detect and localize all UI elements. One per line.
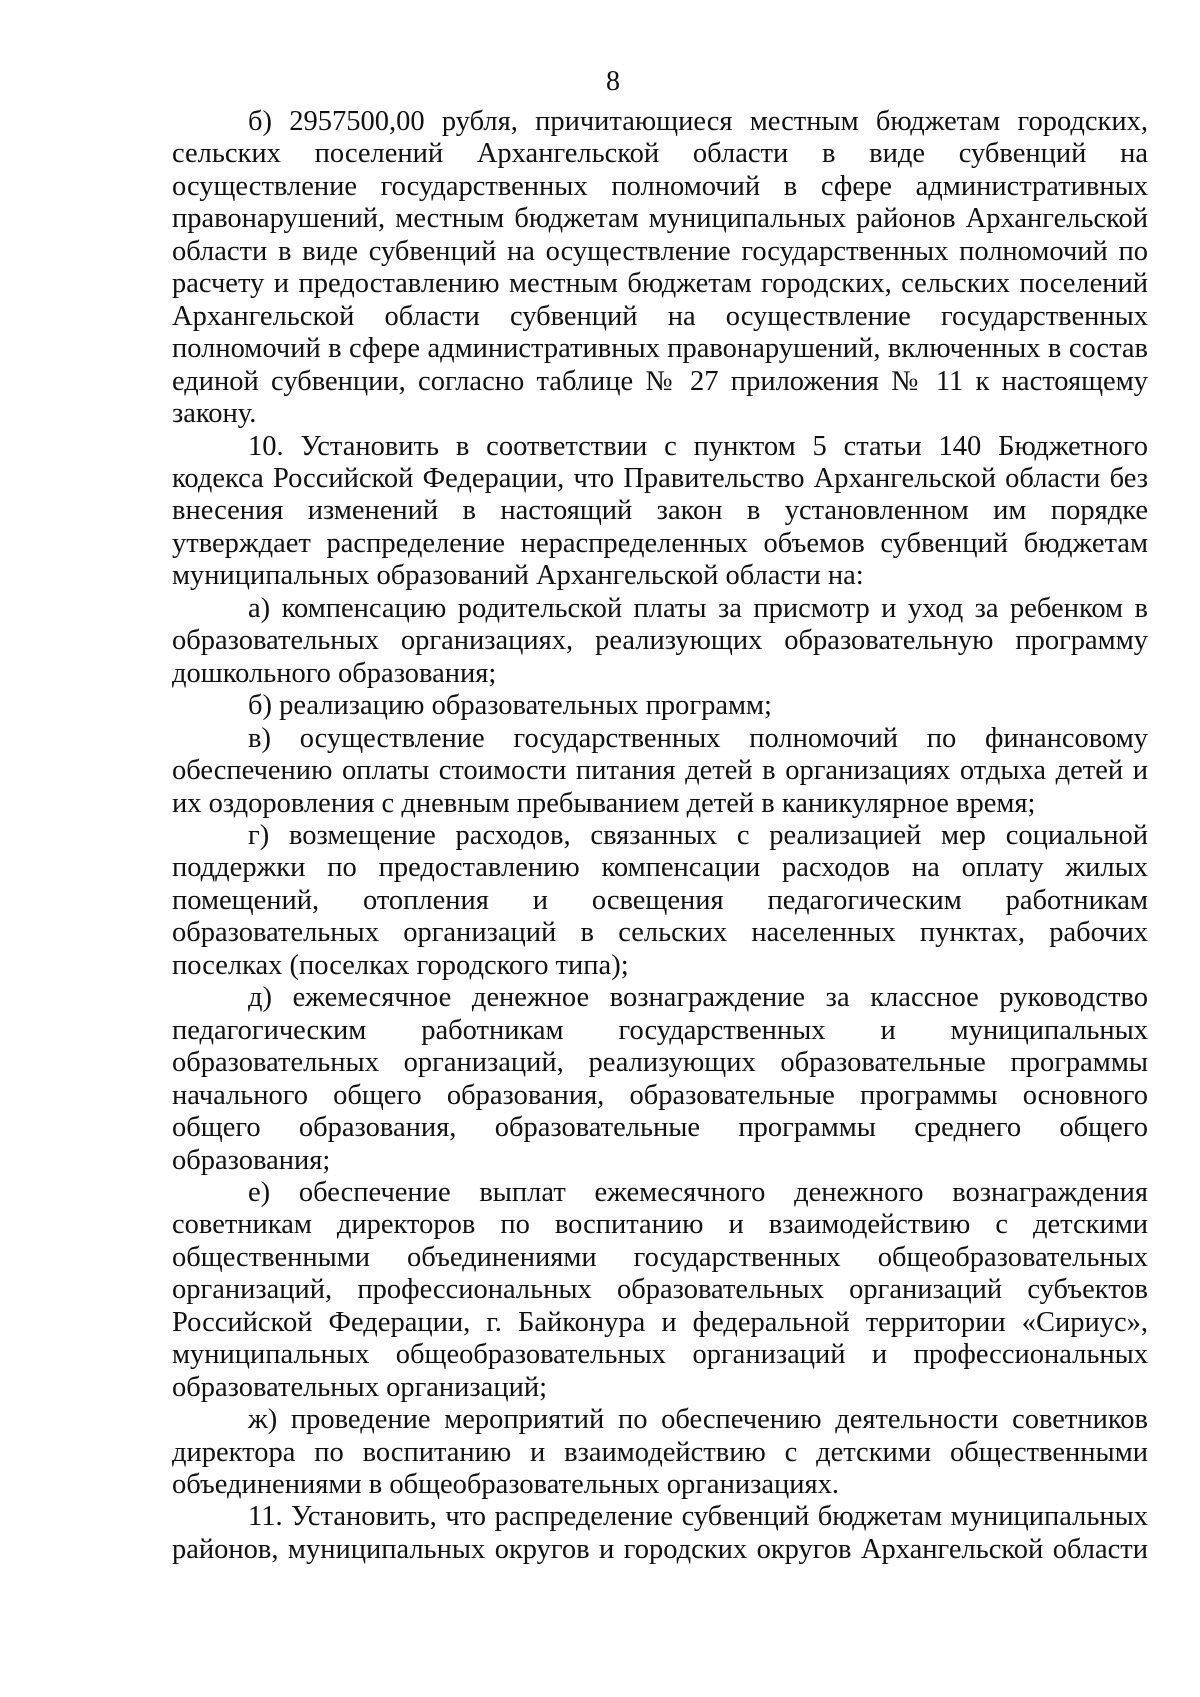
paragraph-10zh: ж) проведение мероприятий по обеспечению деятельности советников директора по воспитанию и взаимодействию с детскими общественными объединениями в общеобразовательных организациях. [172,1404,1148,1501]
paragraph-10: 10. Установить в соответствии с пунктом 5 статьи 140 Бюджетного кодекса Российской Федерации, что Правительство Архангельской области без внесения изменений в настоящий закон в установленном им порядке утверждает распределение нераспределенных объемов субвенций бюджетам муниципальных образований Архангельской области на: [172,430,1148,592]
paragraph-10v: в) осуществление государственных полномочий по финансовому обеспечению оплаты стоимости питания детей в организациях отдыха детей и их оздоровления с дневным пребыванием детей в каникулярное время; [172,722,1148,819]
paragraph-10g: г) возмещение расходов, связанных с реализацией мер социальной поддержки по предоставлению компенсации расходов на оплату жилых помещений, отопления и освещения педагогическим работникам образовательных организаций в сельских населенных пунктах, рабочих поселках (поселках городского типа); [172,819,1148,981]
paragraph-10e: е) обеспечение выплат ежемесячного денежного вознаграждения советникам директоров по воспитанию и взаимодействию с детскими общественными объединениями государственных общеобразовательных организаций, профессиональных образовательных организаций субъектов Российской Федерации, г. Байконура и федеральной территории «Сириус», муниципальных общеобразовательных организаций и профессиональных образовательных организаций; [172,1176,1148,1403]
document-body [172,106,1148,1566]
paragraph-10d: д) ежемесячное денежное вознаграждение за классное руководство педагогическим работникам государственных и муниципальных образовательных организаций, реализующих образовательные программы начального общего образования, образовательные программы основного общего образования, образовательные программы среднего общего образования; [172,982,1148,1176]
paragraph-9b: б) 2957500,00 рубля, причитающиеся местным бюджетам городских, сельских поселений Архангельской области в виде субвенций на осуществление государственных полномочий в сфере административных правонарушений, местным бюджетам муниципальных районов Архангельской области в виде субвенций на осуществление государственных полномочий по расчету и предоставлению местным бюджетам городских, сельских поселений Архангельской области субвенций на осуществление государственных полномочий в сфере административных правонарушений, включенных в состав единой субвенции, согласно таблице № 27 приложения № 11 к настоящему закону. [172,106,1148,430]
paragraph-11: 11. Установить, что распределение субвенций бюджетам муниципальных районов, муниципальных округов и городских округов Архангельской области [172,1501,1148,1565]
page-number: 8 [606,66,620,97]
paragraph-10b: б) реализацию образовательных программ; [248,690,772,722]
paragraph-10a: а) компенсацию родительской платы за присмотр и уход за ребенком в образовательных организациях, реализующих образовательную программу дошкольного образования; [172,592,1148,689]
